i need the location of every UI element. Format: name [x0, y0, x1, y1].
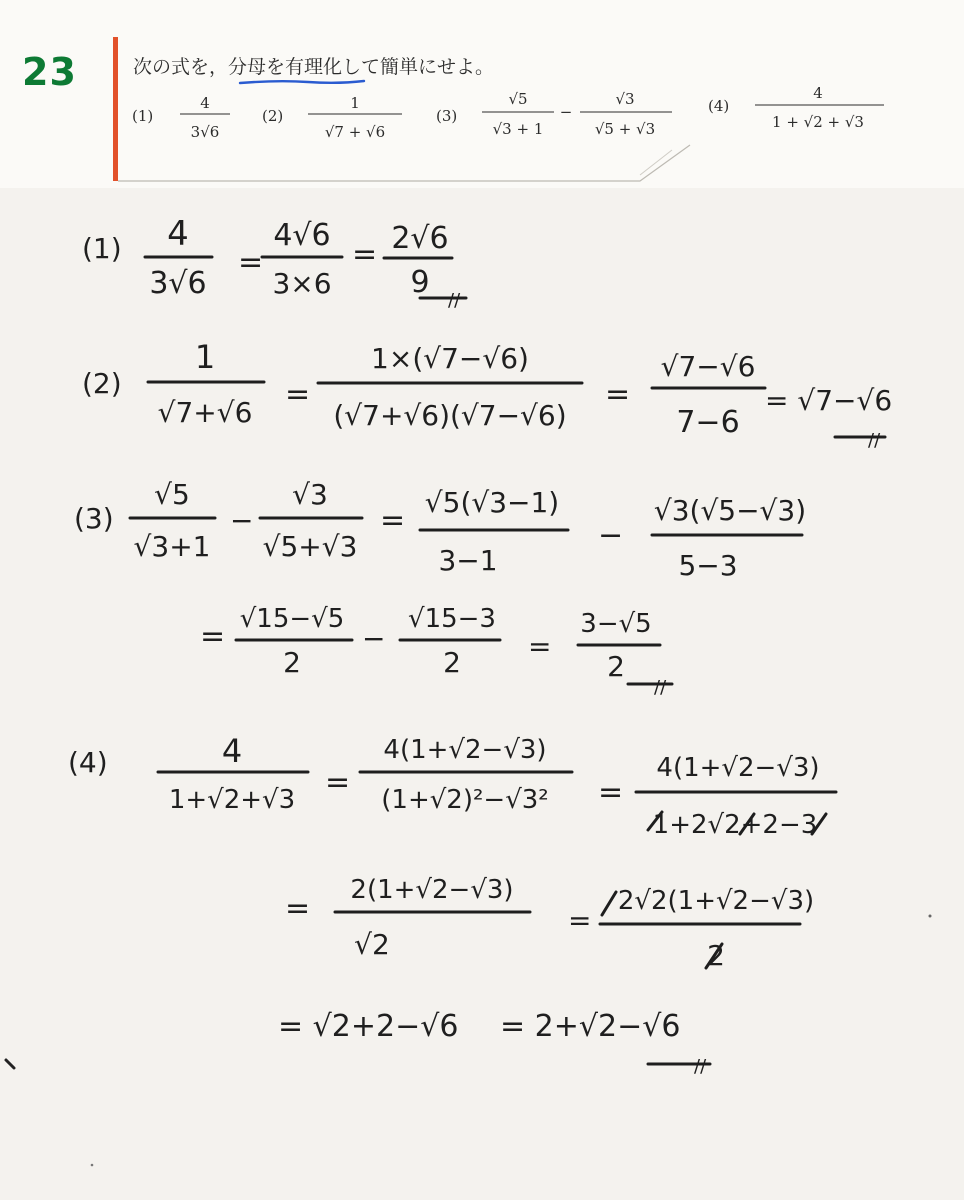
s4-frac2-den: (1+√2)²−√3²: [381, 785, 549, 815]
s1-frac1-num: 4: [167, 214, 189, 254]
equals-sign: =: [605, 377, 631, 412]
s3-operator-2: −: [598, 518, 624, 553]
s3-l2-frac1-num: √15−√5: [239, 604, 345, 634]
equals-sign: =: [352, 237, 378, 272]
answer-mark: //: [654, 677, 667, 698]
s2-frac2-num: 1×(√7−√6): [371, 342, 529, 375]
s3-l2-frac2-num: √15−3: [408, 604, 496, 634]
solution-3: [74, 478, 806, 698]
s4-l3-expression-a: = √2+2−√6: [278, 1009, 459, 1044]
s3-frac4-num: √3(√5−√3): [653, 494, 807, 527]
equals-sign: =: [325, 765, 351, 800]
answer-mark: //: [694, 1056, 707, 1077]
equals-sign: =: [528, 630, 552, 663]
q4-denominator: 1 + √2 + √3: [772, 113, 864, 131]
cancel-mark: [602, 892, 616, 915]
q1-label: (1): [132, 107, 154, 125]
s1-frac2-num: 4√6: [273, 218, 331, 253]
answer-mark: //: [868, 430, 881, 451]
equals-sign: =: [200, 619, 226, 654]
equals-sign: =: [238, 245, 264, 280]
s1-frac1-den: 3√6: [149, 266, 207, 301]
s4-l2-frac1-den: √2: [354, 928, 390, 961]
s2-label: (2): [82, 367, 122, 400]
equals-sign: =: [285, 891, 311, 926]
equals-sign: =: [568, 904, 592, 937]
s3-operator: −: [230, 504, 254, 537]
q2-label: (2): [262, 107, 284, 125]
s2-frac1-den: √7+√6: [157, 396, 253, 429]
s2-frac3-num: √7−√6: [660, 350, 756, 383]
solution-1: [82, 214, 466, 311]
instruction-text-before: 次の式を，: [133, 56, 229, 78]
s4-label: (4): [68, 746, 108, 779]
s2-frac2-den: (√7+√6)(√7−√6): [333, 399, 567, 432]
s1-frac3-den: 9: [410, 265, 430, 300]
s4-l2-frac2-num: 2√2(1+√2−√3): [617, 886, 815, 916]
s4-frac3-num: 4(1+√2−√3): [656, 753, 820, 783]
solution-2: [82, 338, 892, 451]
s1-label: (1): [82, 232, 122, 265]
paper-speck: [91, 1164, 94, 1167]
s4-l2-frac1-num: 2(1+√2−√3): [350, 875, 514, 905]
q4-label: (4): [708, 97, 730, 115]
instruction-text-after: して簡単にせよ。: [342, 56, 495, 78]
q3-denominator-2: √5 + √3: [594, 120, 656, 138]
s3-l2-frac3-num: 3−√5: [580, 609, 652, 639]
s3-l2-frac1-den: 2: [283, 646, 301, 679]
s2-frac1-num: 1: [194, 338, 216, 376]
q3-numerator-1: √5: [508, 90, 528, 108]
s1-frac2-den: 3×6: [272, 267, 332, 300]
q1-numerator: 4: [200, 94, 210, 112]
equals-sign: =: [380, 503, 406, 538]
s4-l2-frac2-den: 2: [707, 939, 725, 972]
s3-frac4-den: 5−3: [678, 549, 738, 582]
q1-denominator: 3√6: [190, 123, 220, 141]
equals-sign: =: [598, 775, 624, 810]
s3-label: (3): [74, 502, 114, 535]
q3-label: (3): [436, 107, 458, 125]
paper-speck: [929, 915, 932, 918]
problem-number: 23: [22, 50, 77, 94]
solution-4: [68, 732, 836, 1077]
q2-denominator: √7 + √6: [324, 123, 386, 141]
equals-sign: =: [285, 377, 311, 412]
s3-l2-frac2-den: 2: [443, 646, 461, 679]
answer-mark: //: [448, 290, 461, 311]
s3-l2-frac3-den: 2: [607, 650, 625, 683]
s4-frac1-num: 4: [221, 732, 243, 770]
paper-mark: [6, 1060, 14, 1068]
s3-frac1-num: √5: [154, 478, 190, 511]
q3-denominator-1: √3 + 1: [492, 120, 544, 138]
q3-operator: −: [559, 103, 573, 121]
s1-frac3-num: 2√6: [391, 221, 449, 256]
s4-l3-expression-b: = 2+√2−√6: [500, 1009, 681, 1044]
q4-numerator: 4: [813, 84, 823, 102]
s4-frac1-den: 1+√2+√3: [168, 785, 296, 815]
s3-frac2-den: √5+√3: [262, 530, 358, 563]
s3-frac2-num: √3: [292, 478, 328, 511]
q2-numerator: 1: [350, 94, 360, 112]
s3-frac1-den: √3+1: [133, 530, 211, 563]
s3-frac3-den: 3−1: [438, 544, 498, 577]
s2-result: = √7−√6: [765, 384, 893, 417]
s3-frac3-num: √5(√3−1): [424, 486, 560, 519]
q3-numerator-2: √3: [615, 90, 635, 108]
s4-frac2-num: 4(1+√2−√3): [383, 735, 547, 765]
instruction-highlight: 分母を有理化: [228, 56, 343, 78]
s2-frac3-den: 7−6: [676, 405, 740, 440]
s3-l2-operator: −: [362, 622, 386, 655]
s4-frac3-den: 1+2√2+2−3: [652, 810, 818, 840]
